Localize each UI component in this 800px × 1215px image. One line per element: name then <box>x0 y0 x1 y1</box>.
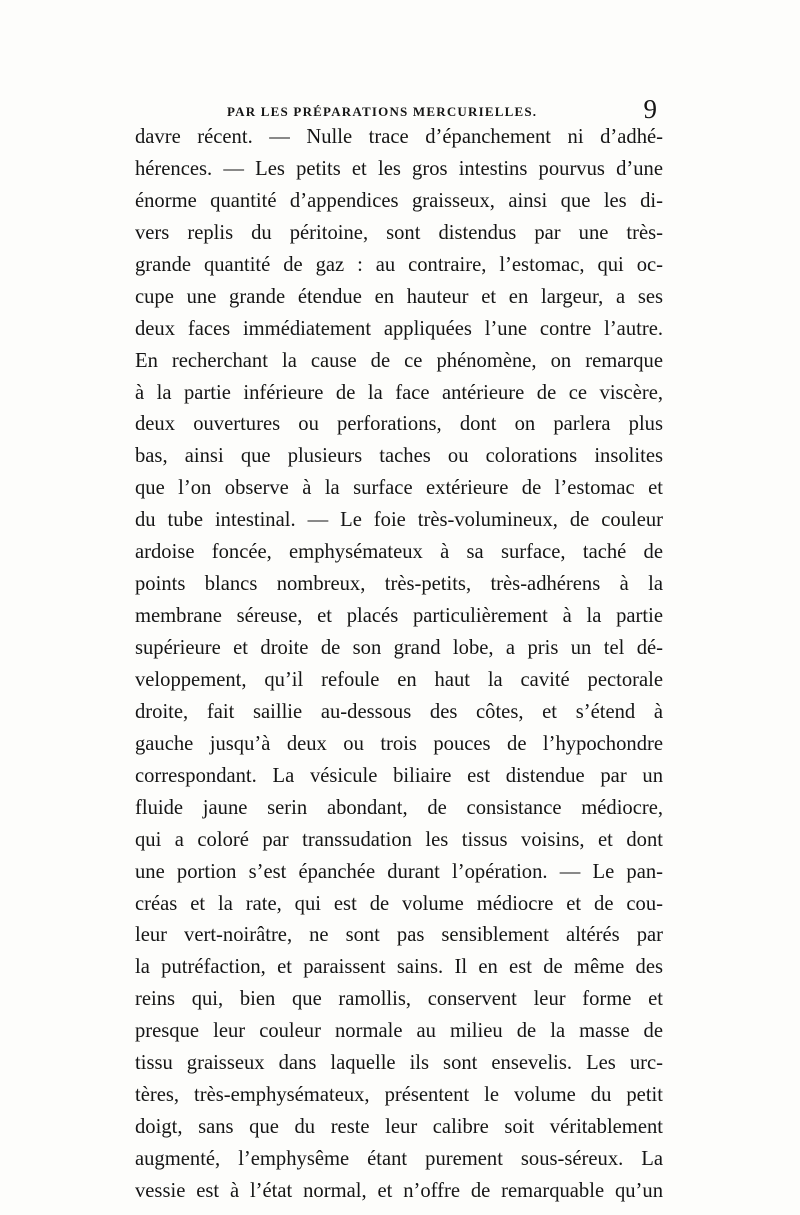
text-line: hérences. — Les petits et les gros intestins pourvus d’une <box>135 157 663 180</box>
text-line: leur vert-noirâtre, ne sont pas sensiblement altérés par <box>135 924 663 947</box>
text-line: du tube intestinal. — Le foie très-volumineux, de couleur <box>135 509 663 532</box>
text-line: membrane séreuse, et placés particulièrement à la partie <box>135 605 663 628</box>
text-line: ardoise foncée, emphysémateux à sa surface, taché de <box>135 541 663 564</box>
text-line: correspondant. La vésicule biliaire est distendue par un <box>135 764 663 787</box>
text-line: qui a coloré par transsudation les tissus voisins, et dont <box>135 828 663 851</box>
text-line: créas et la rate, qui est de volume médiocre et de cou- <box>135 892 663 915</box>
text-line: droite, fait saillie au-dessous des côtes, et s’étend à <box>135 700 663 723</box>
text-line: doigt, sans que du reste leur calibre soit véritablement <box>135 1116 663 1139</box>
text-line: bas, ainsi que plusieurs taches ou colorations insolites <box>135 445 663 468</box>
text-line: cupe une grande étendue en hauteur et en largeur, a ses <box>135 285 663 308</box>
text-line: grande quantité de gaz : au contraire, l’estomac, qui oc- <box>135 253 663 276</box>
text-line: vers replis du péritoine, sont distendus par une très- <box>135 221 663 244</box>
text-line: davre récent. — Nulle trace d’épanchement ni d’adhé- <box>135 126 663 148</box>
text-line: presque leur couleur normale au milieu de la masse de <box>135 1020 663 1043</box>
running-title: PAR LES PRÉPARATIONS MERCURIELLES. <box>227 104 538 119</box>
text-line: deux faces immédiatement appliquées l’une contre l’autre. <box>135 317 663 340</box>
text-line: deux ouvertures ou perforations, dont on parlera plus <box>135 413 663 436</box>
text-line: supérieure et droite de son grand lobe, a pris un tel dé- <box>135 637 663 659</box>
text-line: points blancs nombreux, très-petits, très-adhérens à la <box>135 573 663 596</box>
text-line: tères, très-emphysémateux, présentent le volume du petit <box>135 1084 663 1107</box>
text-line: une portion s’est épanchée durant l’opération. — Le pan- <box>135 860 663 883</box>
text-line: vessie est à l’état normal, et n’offre de remarquable qu’un <box>135 1179 663 1202</box>
text-line: fluide jaune serin abondant, de consistance médiocre, <box>135 796 663 819</box>
page-number: 9 <box>643 94 657 124</box>
text-line: veloppement, qu’il refoule en haut la cavité pectorale <box>135 668 663 691</box>
text-line: gauche jusqu’à deux ou trois pouces de l’hypochondre <box>135 732 663 755</box>
body-text <box>135 122 663 1208</box>
text-line: augmenté, l’emphysême étant purement sous-séreux. La <box>135 1148 663 1170</box>
text-line: que l’on observe à la surface extérieure de l’estomac et <box>135 477 663 500</box>
text-line: reins qui, bien que ramollis, conservent leur forme et <box>135 988 663 1011</box>
text-line: la putréfaction, et paraissent sains. Il en est de même des <box>135 956 663 979</box>
text-line: En recherchant la cause de ce phénomène, on remarque <box>135 349 663 372</box>
text-line: à la partie inférieure de la face antérieure de ce viscère, <box>135 381 663 404</box>
text-line: énorme quantité d’appendices graisseux, ainsi que les di- <box>135 189 663 212</box>
text-line: tissu graisseux dans laquelle ils sont ensevelis. Les urc- <box>135 1052 663 1075</box>
